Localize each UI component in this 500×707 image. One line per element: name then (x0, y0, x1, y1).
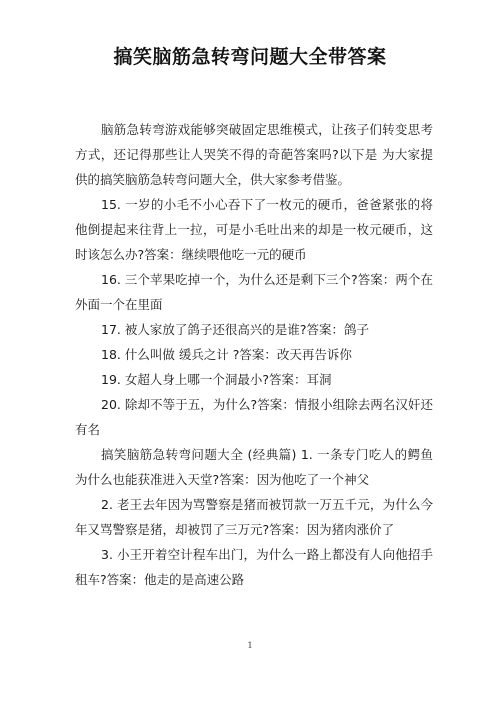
document-title: 搞笑脑筋急转弯问题大全带答案 (113, 46, 387, 68)
intro-paragraph: 脑筋急转弯游戏能够突破固定思维模式，让孩子们转变思考方式，还记得那些让人哭笑不得的奇葩答案吗?以下是 为大家提供的搞笑脑筋急转弯问题大全，供大家参考借鉴。 (75, 122, 433, 187)
classic-riddle-2: 2. 老王去年因为骂警察是猪而被罚款一万五千元，为什么今年又骂警察是猪，却被罚了三万元?答案：因为猪肉涨价了 (75, 497, 433, 537)
riddle-20: 20. 除却不等于五，为什么?答案：情报小组除去两名汉奸还有名 (75, 397, 433, 437)
riddle-16: 16. 三个苹果吃掉一个，为什么还是剩下三个?答案：两个在外面一个在里面 (75, 272, 433, 312)
riddle-17: 17. 被人家放了鸽子还很高兴的是谁?答案：鸽子 (101, 322, 369, 337)
document-body (75, 117, 433, 592)
riddle-15: 15. 一岁的小毛不小心吞下了一枚元的硬币，爸爸紧张的将他倒提起来往背上一拉，可是小毛吐出来的却是一枚元硬币，这时该怎么办?答案：继续喂他吃一元的硬币 (75, 197, 433, 262)
riddle-19: 19. 女超人身上哪一个洞最小?答案：耳洞 (101, 372, 332, 387)
classic-riddle-3: 3. 小王开着空计程车出门，为什么一路上都没有人向他招手租车?答案：他走的是高速公路 (75, 547, 433, 587)
classic-riddle-1: 搞笑脑筋急转弯问题大全 (经典篇) 1. 一条专门吃人的鳄鱼为什么也能获准进入天堂?答案：因为他吃了一个神父 (75, 447, 433, 487)
page-number: 1 (247, 641, 253, 650)
riddle-18: 18. 什么叫做 缓兵之计 ?答案：改天再告诉你 (101, 347, 352, 362)
